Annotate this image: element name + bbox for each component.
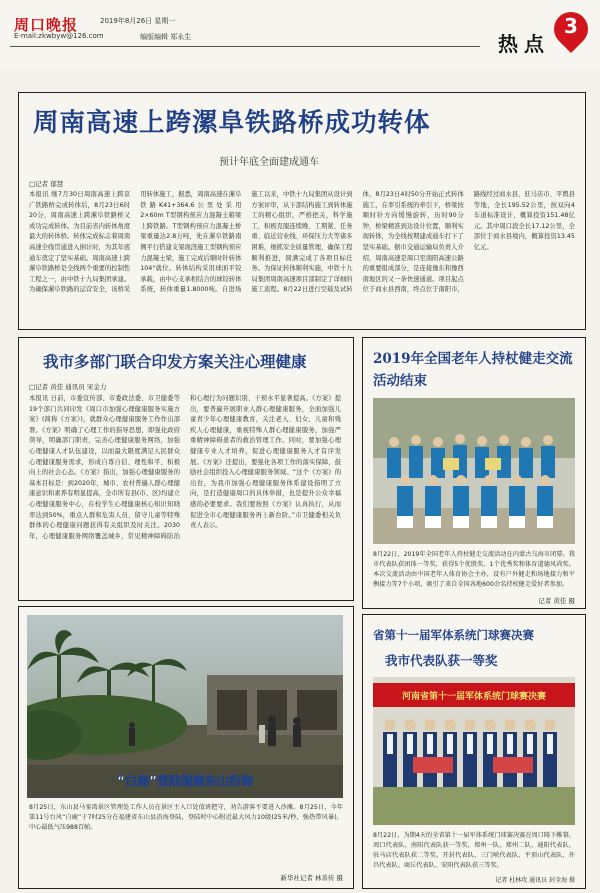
typhoon-credit: 新华社记者 林善传 摄: [280, 874, 343, 882]
page-number: 3: [564, 14, 578, 38]
editor-credit: 编版编辑 郑永生: [140, 33, 192, 41]
typhoon-photo-title: “白鹿”登陆福建东山沿海: [117, 774, 253, 788]
mental-health-headline: 我市多部门联合印发方案关注心理健康: [43, 352, 307, 371]
gateball-headline-1: 省第十一届军体系统门球赛决赛: [373, 628, 534, 642]
issue-date: 2019年8月26日 星期一: [100, 17, 176, 25]
lead-headline: 周南高速上跨漯阜铁路桥成功转体: [33, 108, 431, 138]
fitness-photo: [373, 398, 575, 544]
fitness-headline: 2019年全国老年人持杖健走交流活动结束: [373, 351, 573, 389]
gateball-photo: [373, 677, 575, 825]
masthead: [0, 0, 600, 70]
mental-health-body: 本报讯 日前，市委宣传部、市委政法委、市卫健委等19个部门共同印发《周口市加强心理健康服务实施方案》(简称《方案》)，就群众心理健康服务工作作出部署。《方案》明确了心理工作的指导思想，即强化政府领导，明确部门职责，完善心理健康服务网络，加强心理健康人才队伍建设，以而最大限度满足人民群众心理健康服务需求，形成自尊自信、理性和平、积极向上的社会心态。《方案》指出，加强心理健康服务的基本目标是：到2020年，城市、农村普遍人群心理健康意识和素养有明显提高，全市所有县(市、区)均建立心理健康服务中心，在校学生心理健康核心知识知晓率达到50%，重点人群和危害人员、留守儿童等特殊群体的心理健康问题获得有关组织及时关注。2030年，心理健康服务网络覆盖城乡，常见精神障碍防治和心理行为问题识别、干预水平显著提高。《方案》提出，要普遍开展职业人群心理健康服务，全面加强儿童青少年心理健康教育，关注老人、妇女、儿童和残疾人心理健康，重视特殊人群心理健康服务，加强严重精神障碍患者的救治管理工作。同时，要加强心理健康专业人才培养，促进心理健康服务人才有序发展。《方案》还提出，要强化各项工作的落实保障，鼓励社会组织投入心理健康服务领域。“这个《方案》的出台，为我市加强心理健康服务体系建设指明了方向，是打造健康周口的具体举措，也是提升公众幸福感的必要要求。我们要按照《方案》认真执行，从而促进全市心理健康服务再上新台阶。”市卫健委相关负责人表示。: [29, 395, 341, 540]
masthead-rule: [10, 46, 480, 47]
mental-health-byline: □记者 黄佳 通讯员 宋金力: [29, 383, 107, 391]
typhoon-photo-article: [18, 606, 354, 889]
paper-logo: 周口晚报: [14, 16, 79, 34]
gateball-headline-2: 我市代表队获一等奖: [385, 653, 498, 668]
fitness-credit: 记者 黄佳 摄: [538, 597, 575, 605]
lead-story: [18, 92, 586, 330]
gateball-banner-text: 河南省第十一届军体系统门球赛决赛: [401, 692, 547, 702]
lead-byline: □记者 郁慧: [29, 180, 64, 188]
typhoon-photo: [27, 615, 343, 798]
lead-subheadline: 预计年底全面建成通车: [219, 157, 319, 168]
section-title: 热点: [498, 32, 550, 56]
fitness-caption: 8月22日，2019年全国老年人持杖健走交流活动在内蒙古乌海市闭幕。我市代表队获团体一等奖，获得5个优胜奖、1个优秀奖和体育道德风尚奖。本次交流活动由中国老年人体育协会主办，设有户外健走和场地接力和平衡接力等7个小项，吸引了来自全国各地600余名持杖健走爱好者参加。: [373, 551, 575, 588]
typhoon-caption: 8月25日，东山县马銮湾景区管理处工作人员在景区主入口处值班把守，劝告游客不要进入沙滩。8月25日，今年第11号台风“白鹿”于7时25分在福建省东山县沿海登陆，登陆时中心附近最大风力10级(25米/秒，强热带风暴)，中心最低气压988百帕。: [29, 804, 343, 831]
contact-email: E-mail:zkwbyw@126.com: [14, 32, 104, 40]
lead-body: 本报讯 继7月30日周南高速上跨京广铁路桥完成转体后，8月23日6时20分，周南高速上跨漯阜铁路桥又成功完成转体。为目前省内转体角度最大的转体桥。转体完成标志着周南高速全线贯通进入倒计时，为其年底通车奠定了坚实基础。周南高速上跨漯阜铁路桥是全线两个重要的控制性工程之一，由中铁十九局集团承建。为确保漯阜铁路的运营安全，该桥采用转体施工，据悉，周南高速在漯阜铁路K41+364.6公里处采用2×60m T型钢构预应力混凝土箱梁上跨铁路。T型钢构预应力混凝土桥梁重量达2.8万吨，先在漯阜铁路南侧平行搭建支架现浇施工型钢构预应力混凝土梁，施工完成后顺时针转体104°就位。转体结构采用球面平铰承载，由中心支承相结合的球铰转体系统，转体重量1.8000吨。自进场施工以来，中铁十九局集团从设计到方案评审，从下部结构施工到转体施工的精心组织，严格把关，科学施工，积极克服连续晚、工期紧、任务重、临近营业线、环保压力大等诸多困难，细抓安全质量管理，确保工程顺利推进，圆满完成了各项目标任务。为保证转体顺利实施，中铁十九局集团周南高速项目部制定了详细的施工流程。8月22日进行空载及试转体，8月23日4时50分开始正式转体施工，在率引系统的牵引下，桥梁按顺时针方向缓慢旋转，历时90分钟，桥梁精准到达设计位置，顺利实现转体，为全线按期建成通车打下了坚实基础。据市交通运输局负责人介绍，周南高速是周口至南阳高速公路的重要组成部分，是连接豫东和豫西南地区的又一条快速通道。项目起点位于商水县西南，终点位于南阳市，路线经过商水县、驻马店市、平舆县等地，全长195.52公里，按双向4车道标准设计，概算投资151.48亿元。其中周口段全长17.12公里，全部位于商水县境内，概算投资13.45亿元。: [29, 191, 575, 294]
gateball-credit: 记者 杜林攻 通讯员 封全海 摄: [495, 877, 575, 884]
fitness-article: [362, 337, 586, 609]
gateball-article: [362, 614, 586, 889]
gateball-caption: 8月22日，为期4天的全省第十一届军体系统门球赛决赛在周口隆下帷幕，周口代表队、南阳代表队获一等奖，郑州一队、郑州二队、通阳代表队、驻马店代表队获二等奖，开封代表队、三门峡代表队、平顶山代表队、许昌代表队、商丘代表队、安阳代表队获三等奖。: [373, 832, 575, 869]
mental-health-article: [18, 337, 354, 601]
